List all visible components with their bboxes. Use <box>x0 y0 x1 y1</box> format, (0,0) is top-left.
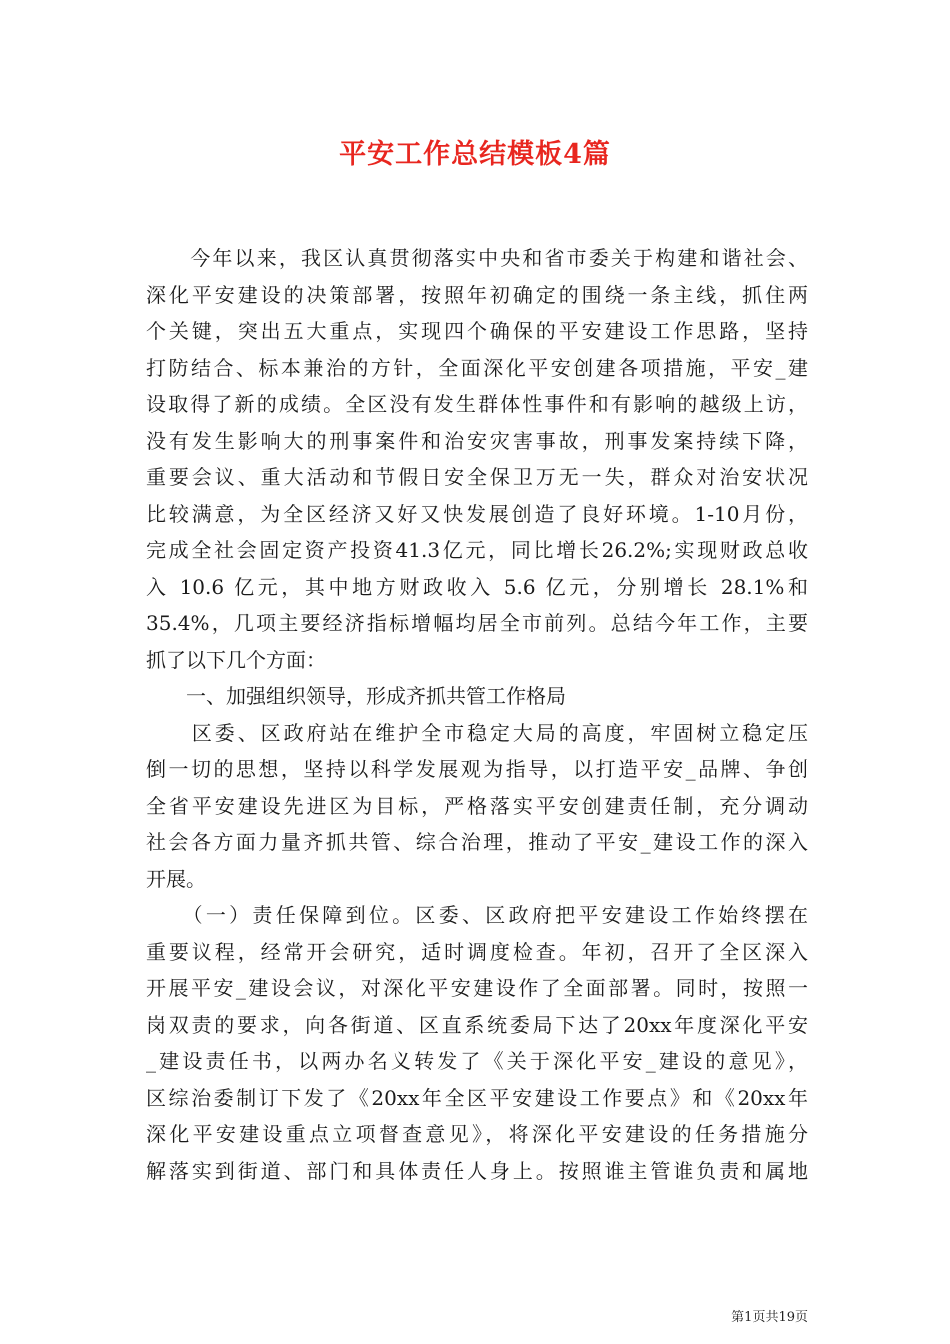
text-line: _建设责任书，以两办名义转发了《关于深化平安_建设的意见》， <box>146 1049 808 1073</box>
text-line: 岗双责的要求，向各街道、区直系统委局下达了20xx年度深化平安 <box>146 1012 808 1037</box>
document-title: 平安工作总结模板4篇 <box>339 139 611 170</box>
text-line: 社会各方面力量齐抓共管、综合治理，推动了平安_建设工作的深入 <box>146 830 808 854</box>
text-line: 个关键，突出五大重点，实现四个确保的平安建设工作思路，坚持 <box>146 319 808 343</box>
text-line: 完成全社会固定资产投资41.3亿元，同比增长26.2%;实现财政总收 <box>146 538 808 562</box>
text-line: 开展。 <box>146 866 206 891</box>
text-line: 深化平安建设的决策部署，按照年初确定的围绕一条主线，抓住两 <box>146 282 808 307</box>
text-line: 区综治委制订下发了《20xx年全区平安建设工作要点》和《20xx年 <box>146 1085 808 1110</box>
text-line: 抓了以下几个方面： <box>146 647 326 672</box>
text-line: （一）责任保障到位。区委、区政府把平安建设工作始终摆在 <box>146 903 808 927</box>
text-line: 没有发生影响大的刑事案件和治安灾害事故，刑事发案持续下降， <box>146 428 808 453</box>
text-line: 重要议程，经常开会研究，适时调度检查。年初，召开了全区深入 <box>146 939 808 964</box>
text-line: 35.4%，几项主要经济指标增幅均居全市前列。总结今年工作，主要 <box>146 611 808 635</box>
text-line: 区委、区政府站在维护全市稳定大局的高度，牢固树立稳定压 <box>146 720 808 745</box>
text-line: 设取得了新的成绩。全区没有发生群体性事件和有影响的越级上访， <box>146 392 808 416</box>
text-line: 打防结合、标本兼治的方针，全面深化平安创建各项措施，平安_建 <box>146 355 808 380</box>
text-line: 重要会议、重大活动和节假日安全保卫万无一失，群众对治安状况 <box>146 465 808 489</box>
page-number-footer: 第1页共19页 <box>731 1310 808 1325</box>
text-line: 全省平安建设先进区为目标，严格落实平安创建责任制，充分调动 <box>146 793 808 818</box>
text-line: 解落实到街道、部门和具体责任人身上。按照谁主管谁负责和属地 <box>146 1158 808 1183</box>
section-heading: 一、加强组织领导，形成齐抓共管工作格局 <box>146 684 566 708</box>
text-line: 开展平安_建设会议，对深化平安建设作了全面部署。同时，按照一 <box>146 976 808 1000</box>
text-line: 入 10.6 亿元，其中地方财政收入 5.6 亿元，分别增长 28.1%和 <box>146 574 808 599</box>
document-body <box>146 240 808 1189</box>
text-line: 今年以来，我区认真贯彻落实中央和省市委关于构建和谐社会、 <box>146 246 808 270</box>
text-line: 倒一切的思想，坚持以科学发展观为指导，以打造平安_品牌、争创 <box>146 757 808 781</box>
text-line: 深化平安建设重点立项督查意见》，将深化平安建设的任务措施分 <box>146 1122 808 1146</box>
text-line: 比较满意，为全区经济又好又快发展创造了良好环境。1-10月份， <box>146 501 808 526</box>
